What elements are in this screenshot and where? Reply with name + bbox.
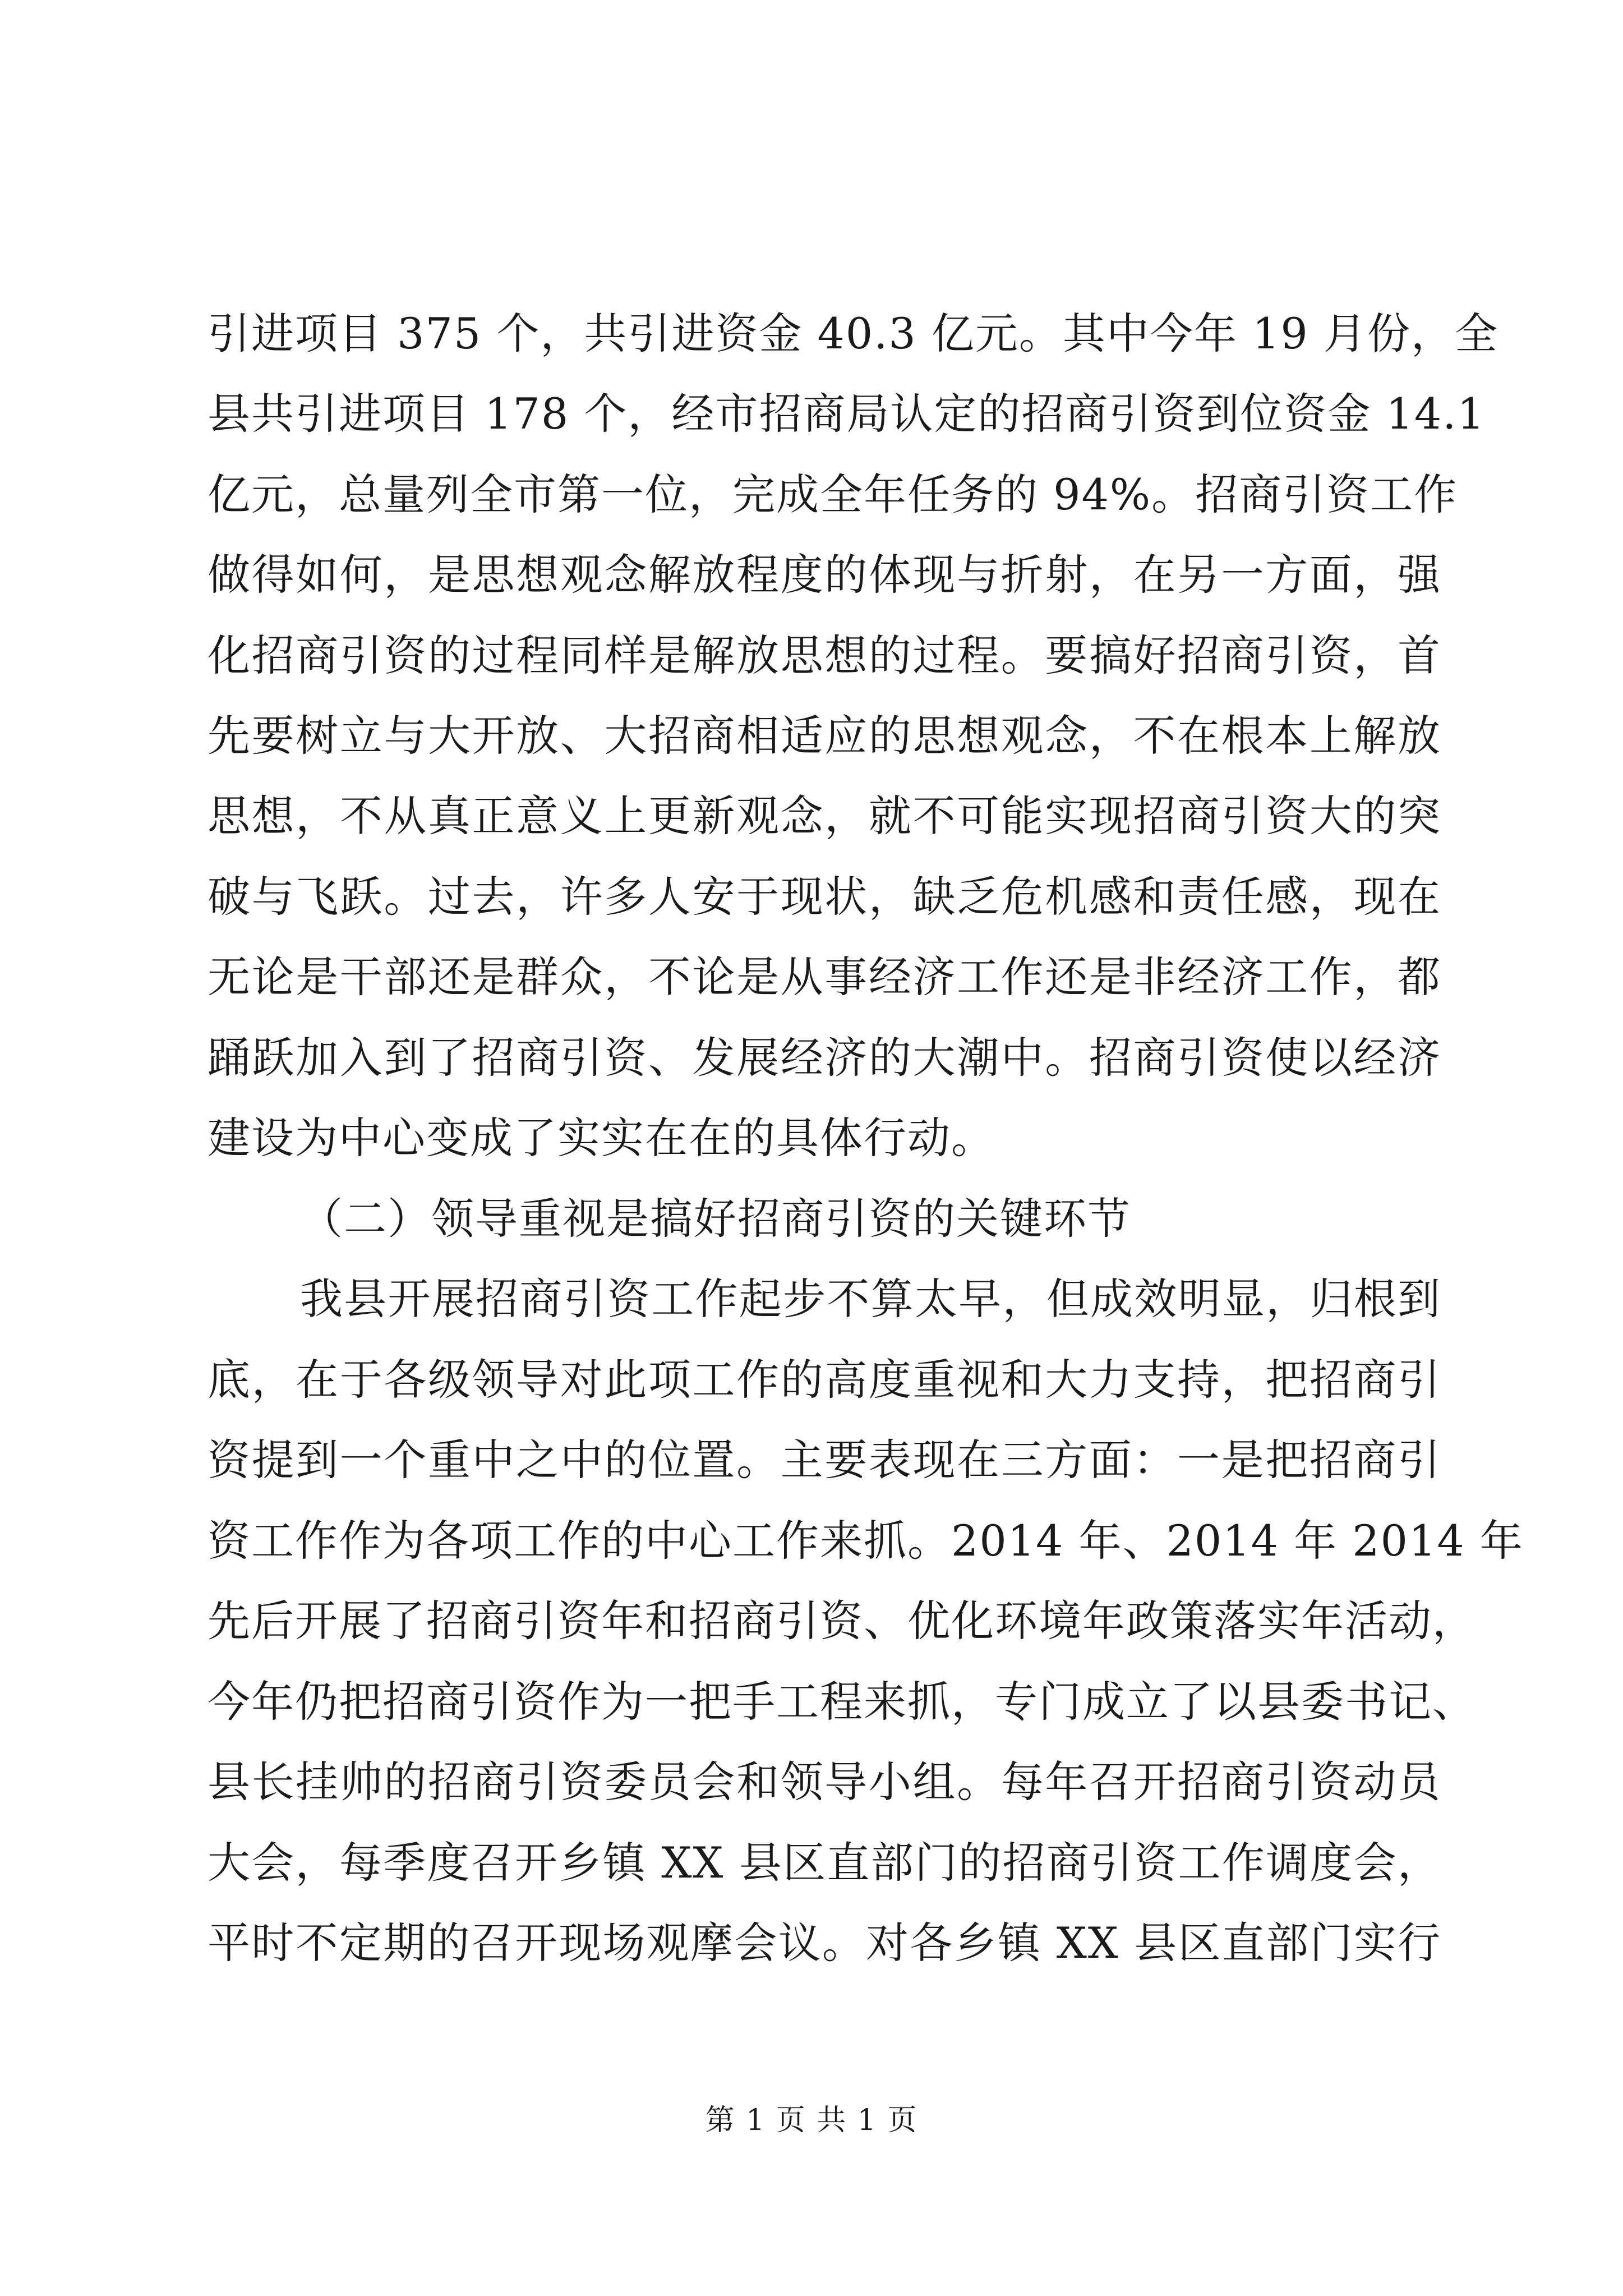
body-line-13: 我县开展招商引资工作起步不算太早，但成效明显，归根到 bbox=[300, 1274, 1441, 1324]
body-line-20: 大会，每季度召开乡镇 XX 县区直部门的招商引资工作调度会， bbox=[208, 1838, 1441, 1888]
body-line-3: 亿元，总量列全市第一位，完成全年任务的 94%。招商引资工作 bbox=[208, 470, 1458, 519]
page-footer: 第 1 页 共 1 页 bbox=[705, 2104, 918, 2137]
body-line-2: 县共引进项目 178 个，经市招商局认定的招商引资到位资金 14.1 bbox=[208, 389, 1486, 439]
body-line-1: 引进项目 375 个，共引进资金 40.3 亿元。其中今年 19 月份，全 bbox=[208, 309, 1498, 358]
body-line-9: 无论是干部还是群众，不论是从事经济工作还是非经济工作，都 bbox=[208, 952, 1441, 1002]
body-line-7: 思想，不从真正意义上更新观念，就不可能实现招商引资大的突 bbox=[208, 791, 1441, 841]
section-heading: （二）领导重视是搞好招商引资的关键环节 bbox=[300, 1194, 1131, 1244]
body-line-10: 踊跃加入到了招商引资、发展经济的大潮中。招商引资使以经济 bbox=[208, 1033, 1441, 1083]
body-line-16: 资工作作为各项工作的中心工作来抓。2014 年、2014 年 2014 年 bbox=[208, 1516, 1524, 1566]
body-line-6: 先要树立与大开放、大招商相适应的思想观念，不在根本上解放 bbox=[208, 711, 1441, 761]
body-line-11: 建设为中心变成了实实在在的具体行动。 bbox=[208, 1113, 995, 1163]
body-line-4: 做得如何，是思想观念解放程度的体现与折射，在另一方面，强 bbox=[208, 550, 1441, 600]
body-line-19: 县长挂帅的招商引资委员会和领导小组。每年召开招商引资动员 bbox=[208, 1757, 1441, 1807]
body-line-14: 底，在于各级领导对此项工作的高度重视和大力支持，把招商引 bbox=[208, 1355, 1441, 1405]
body-line-15: 资提到一个重中之中的位置。主要表现在三方面：一是把招商引 bbox=[208, 1435, 1441, 1485]
body-line-18: 今年仍把招商引资作为一把手工程来抓，专门成立了以县委书记、 bbox=[208, 1677, 1476, 1727]
body-line-8: 破与飞跃。过去，许多人安于现状，缺乏危机感和责任感，现在 bbox=[208, 872, 1441, 922]
body-line-5: 化招商引资的过程同样是解放思想的过程。要搞好招商引资，首 bbox=[208, 631, 1441, 680]
body-line-21: 平时不定期的召开现场观摩会议。对各乡镇 XX 县区直部门实行 bbox=[208, 1918, 1441, 1968]
body-line-17: 先后开展了招商引资年和招商引资、优化环境年政策落实年活动， bbox=[208, 1596, 1476, 1646]
